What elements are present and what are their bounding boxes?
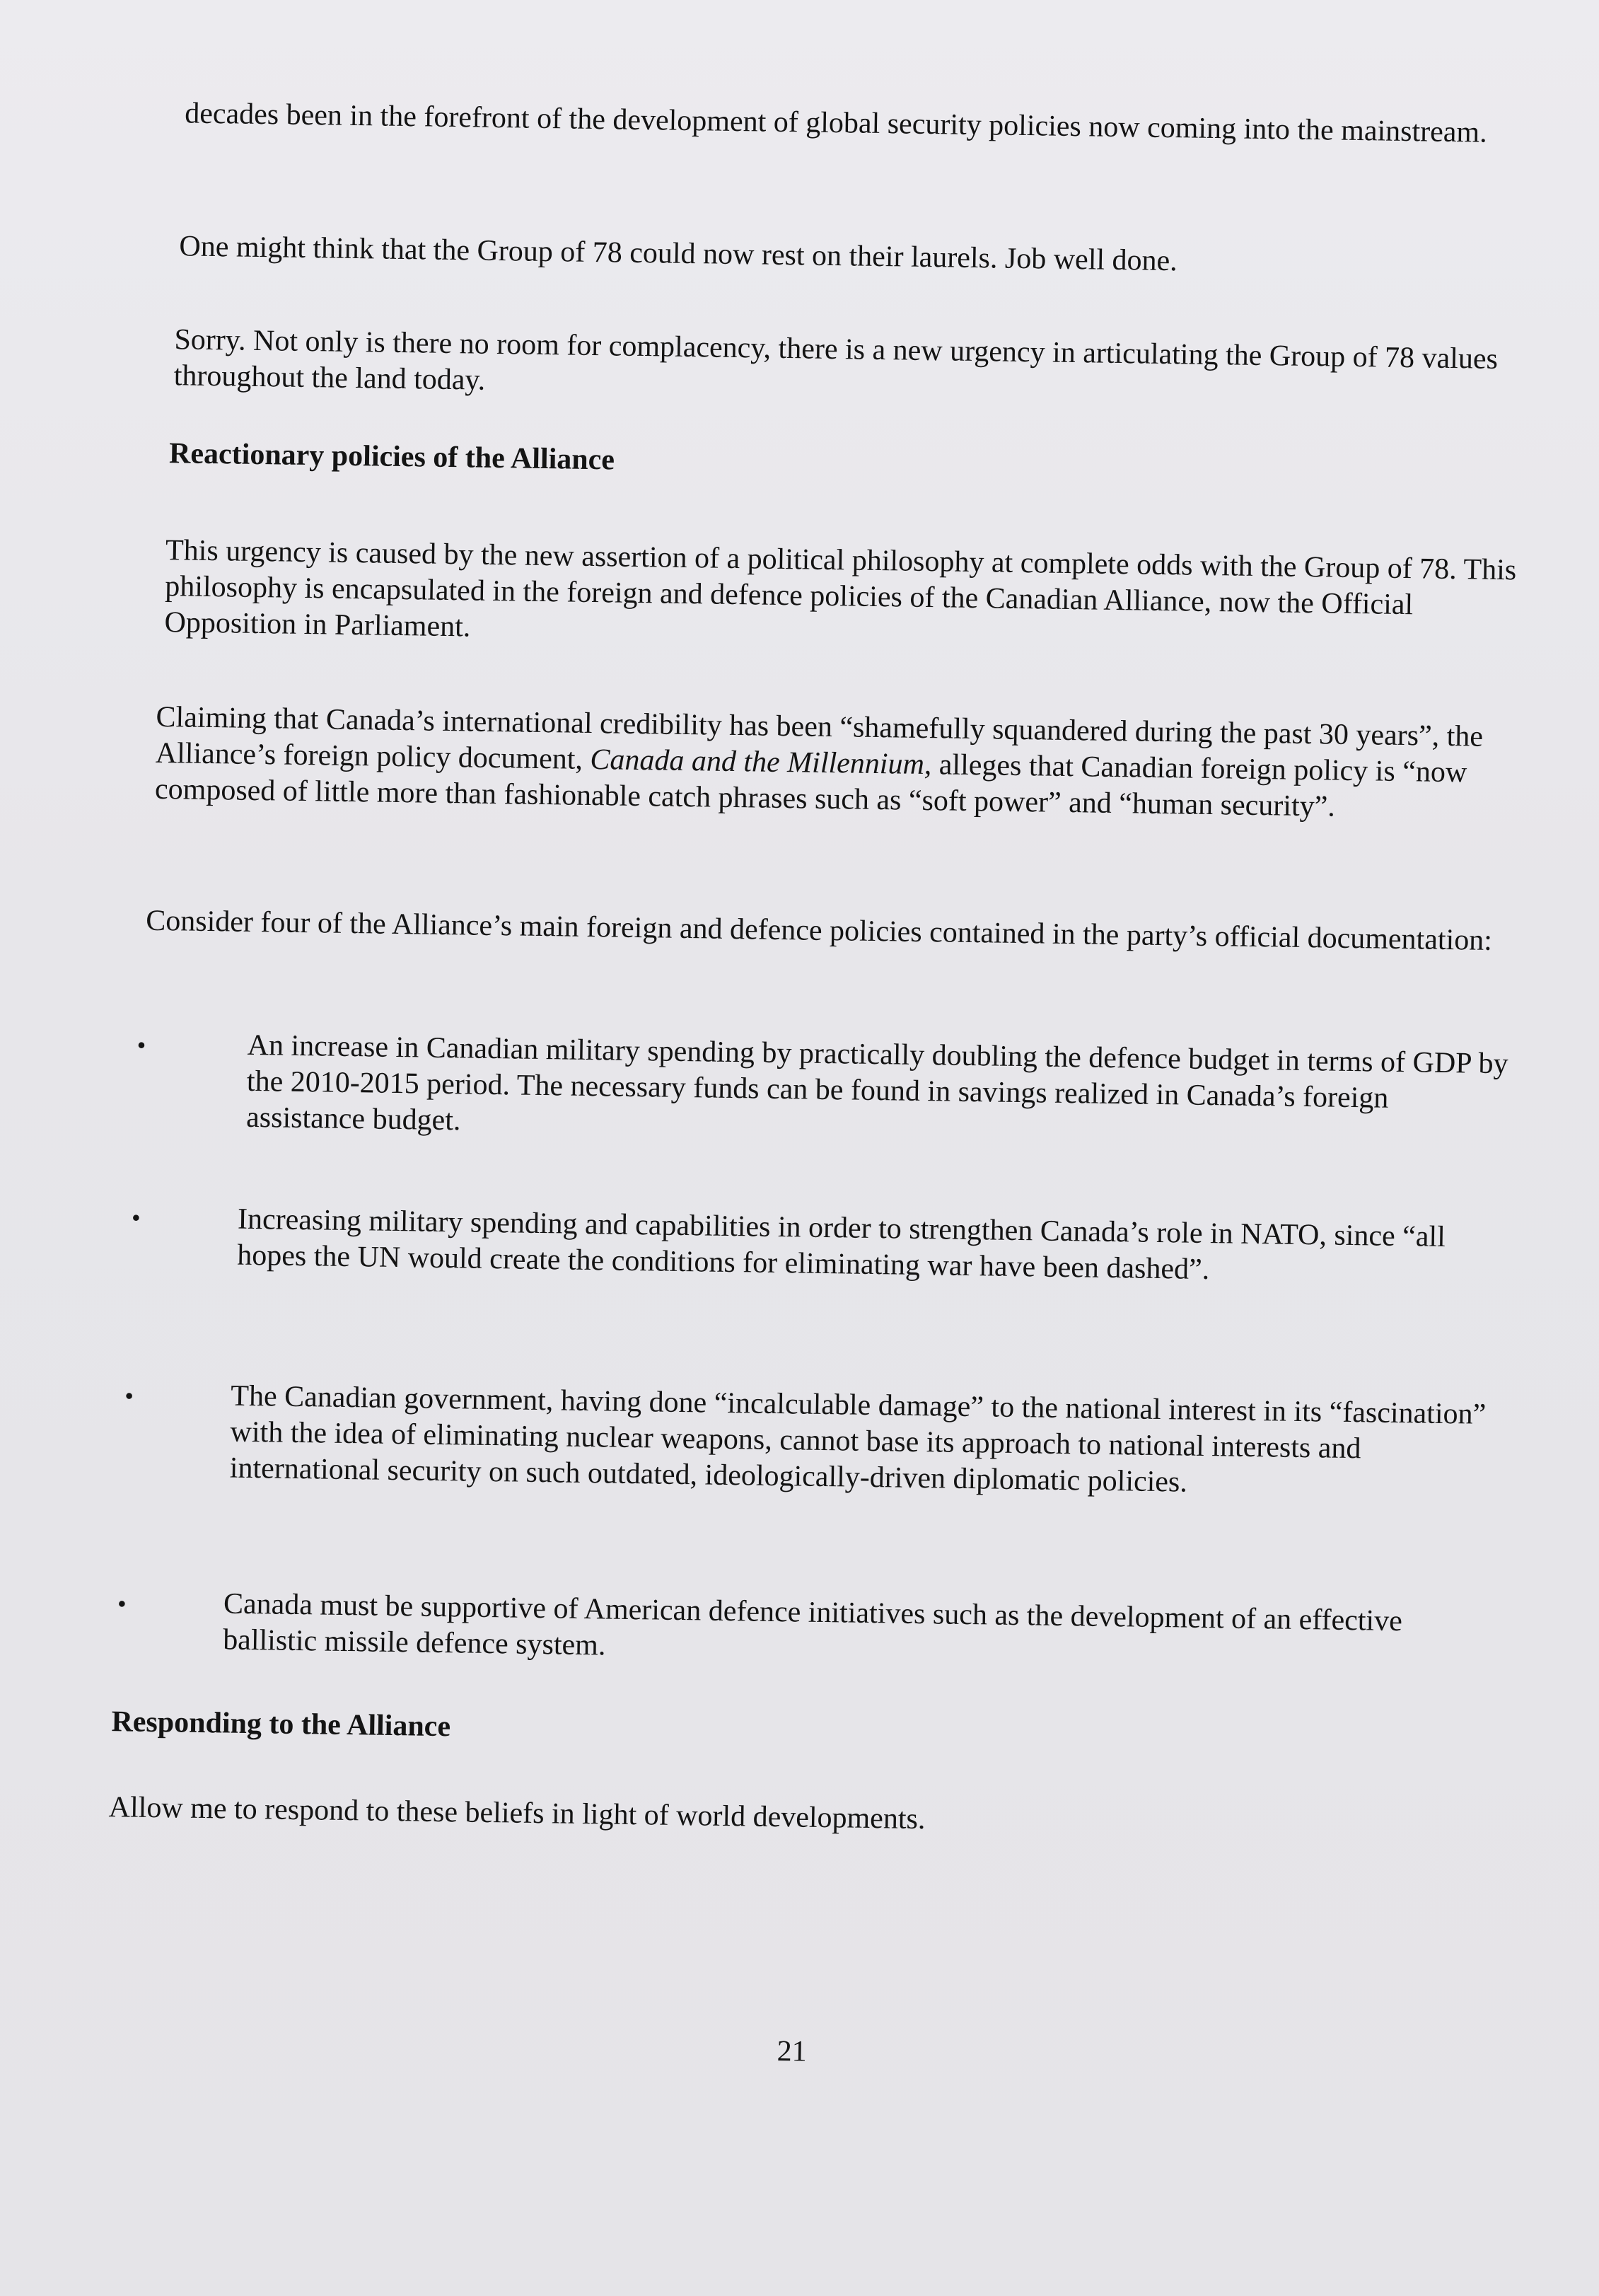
paragraph-philosophy: This urgency is caused by the new assertion of a political philosophy at complete odds with the Group of 78. This philosophy is encapsulated in the foreign and defence policies of the Canadian Alliance, now the Official Opposition in Parliament. [164,534,1517,644]
paragraph-intro: decades been in the forefront of the development of global security policies now coming into the mainstream. [184,97,1488,149]
paragraph-respond: Allow me to respond to these beliefs in light of world developments. [108,1791,926,1836]
bullet-marker: • [131,1203,141,1232]
heading-reactionary-policies: Reactionary policies of the Alliance [168,437,615,477]
credibility-text-end: alleges that Canadian foreign policy is “now composed of little more than fashionable catch phrases such as “soft power” and “human security”. [154,748,1467,823]
bullet-item-military-spending: An increase in Canadian military spending by practically doubling the defence budget in terms of GDP by the 2010-2015 period. The necessary funds can be found in savings realized in Canada’s foreign assistance budget. [245,1028,1508,1137]
bullet-item-nuclear-weapons: The Canadian government, having done “incalculable damage” to the national interest in its “fascination” with the idea of eliminating nuclear weapons, cannot base its approach to national interests and international security on such outdated, ideologically-driven diplomatic policies. [229,1379,1487,1499]
policy-document-title: Canada and the Millennium, [590,743,932,782]
bullet-item-nato: Increasing military spending and capabilities in order to strengthen Canada’s role in NATO, since “all hopes the UN would create the conditions for eliminating war have been dashed”. [236,1202,1446,1287]
page-number: 21 [777,2035,808,2068]
paragraph-credibility [155,700,1521,828]
bullet-marker: • [124,1381,134,1410]
credibility-text-start: Claiming that Canada’s international credibility has been “shamefully squandered during the past 30 years”, the Alliance’s foreign policy document, [155,700,1484,777]
paragraph-laurels: One might think that the Group of 78 could now rest on their laurels. Job well done. [179,230,1178,278]
bullet-marker: • [136,1031,146,1060]
bullet-item-missile-defence: Canada must be supportive of American defence initiatives such as the development of an effective ballistic missile defence system. [222,1587,1403,1662]
heading-responding: Responding to the Alliance [111,1705,451,1744]
paragraph-urgency: Sorry. Not only is there no room for complacency, there is a new urgency in articulating the Group of 78 values throughout the land today. [173,323,1499,397]
paragraph-consider: Consider four of the Alliance’s main foreign and defence policies contained in the party’s official documentation: [145,904,1493,957]
bullet-marker: • [117,1589,127,1618]
